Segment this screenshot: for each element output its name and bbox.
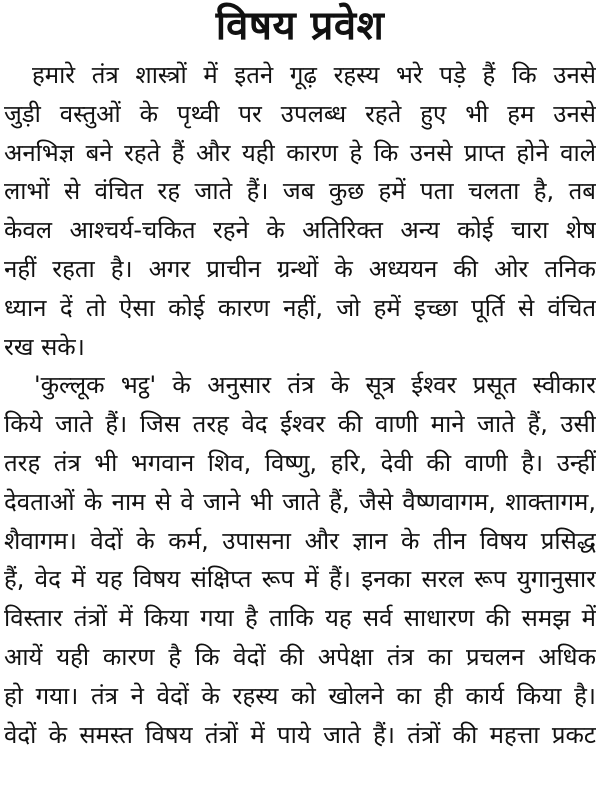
paragraph-1 [4,56,596,366]
paragraph-line: केवल आश्चर्य-चकित रहने के अतिरिक्त अन्य कोई चारा शेष [4,216,596,245]
paragraph-line: हैं, वेद में यह विषय संक्षिप्त रूप में हैं। इनका सरल रूप युगानुसार [4,565,596,594]
paragraph-line: शैवागम। वेदों के कर्म, उपासना और ज्ञान के तीन विषय प्रसिद्ध [4,526,596,555]
page-title: विषय प्रवेश [215,3,385,49]
paragraph-line: देवताओं के नाम से वे जाने भी जाते हैं, जैसे वैष्णवागम, शाक्तागम, [4,487,596,516]
paragraph-line: जुड़ी वस्तुओं के पृथ्वी पर उपलब्ध रहते हुए भी हम उनसे [4,99,596,128]
paragraph-line: वेदों के समस्त विषय तंत्रों में पाये जाते हैं। तंत्रों की महत्ता प्रकट [4,720,596,749]
paragraph-line: 'कुल्लूक भट्ठ' के अनुसार तंत्र के सूत्र ईश्वर प्रसूत स्वीकार [34,371,596,400]
paragraph-line: नहीं रहता है। अगर प्राचीन ग्रन्थों के अध्ययन की ओर तनिक [4,254,596,283]
paragraph-line: ध्यान दें तो ऐसा कोई कारण नहीं, जो हमें इच्छा पूर्ति से वंचित [4,293,596,322]
paragraph-line: तरह तंत्र भी भगवान शिव, विष्णु, हरि, देवी की वाणी है। उन्हीं [4,448,596,477]
paragraph-line: विस्तार तंत्रों में किया गया है ताकि यह सर्व साधारण की समझ में [4,604,596,633]
paragraph-2 [4,366,596,754]
paragraph-line: अनभिज्ञ बने रहते हैं और यही कारण हे कि उनसे प्राप्त होने वाले [4,138,596,167]
paragraph-line: हो गया। तंत्र ने वेदों के रहस्य को खोलने का ही कार्य किया है। [4,681,596,710]
paragraph-line: लाभों से वंचित रह जाते हैं। जब कुछ हमें पता चलता है, तब [4,177,596,206]
paragraph-line: हमारे तंत्र शास्त्रों में इतने गूढ़ रहस्य भरे पड़े हैं कि उनसे [32,61,596,89]
paragraph-line: किये जाते हैं। जिस तरह वेद ईश्वर की वाणी माने जाते हैं, उसी [4,410,596,439]
paragraph-line: आयें यही कारण है कि वेदों की अपेक्षा तंत्र का प्रचलन अधिक [4,642,596,671]
paragraph-line: रख सके। [4,332,85,361]
